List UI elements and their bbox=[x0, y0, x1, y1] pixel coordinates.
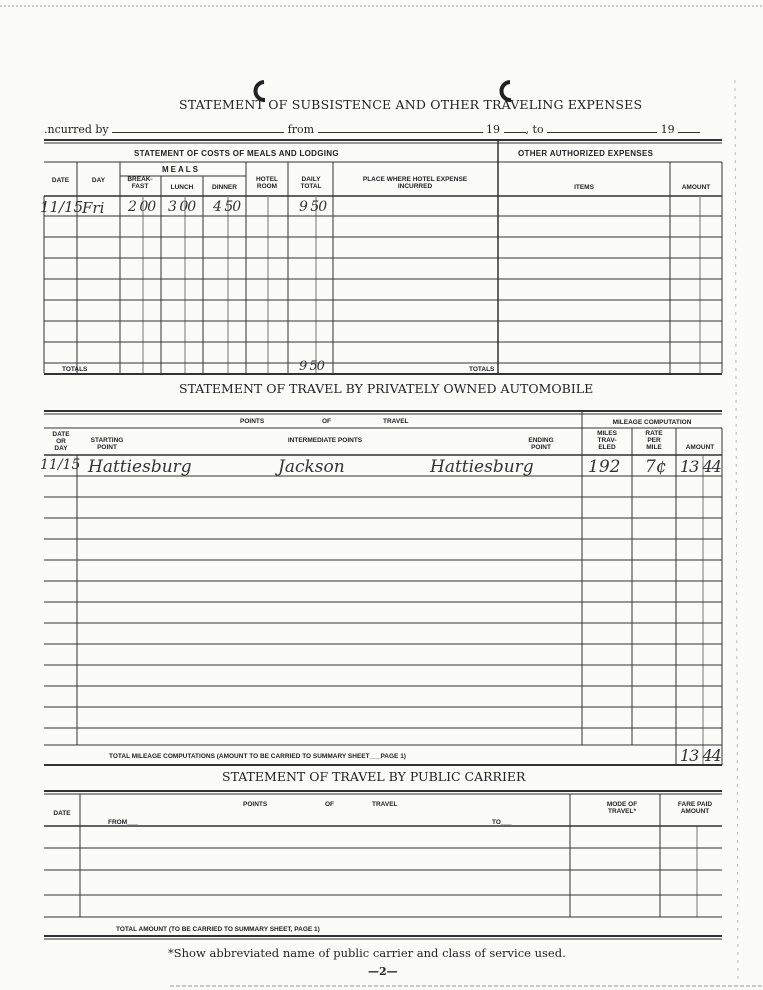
other-totals-label: TOTALS bbox=[469, 366, 495, 373]
of-label: OF bbox=[322, 418, 332, 425]
mileage-total-label: TOTAL MILEAGE COMPUTATIONS (AMOUNT TO BE CARRIED TO SUMMARY SHEET___PAGE 1) bbox=[109, 753, 406, 760]
col-day: DAY bbox=[91, 177, 106, 184]
page-title: STATEMENT OF SUBSISTENCE AND OTHER TRAVELING EXPENSES bbox=[179, 97, 643, 112]
from-field[interactable] bbox=[318, 132, 483, 133]
travel-start[interactable]: Hattiesburg bbox=[88, 457, 192, 477]
col-items: ITEMS bbox=[574, 184, 594, 191]
travel-rate[interactable]: 7¢ bbox=[645, 457, 667, 477]
col-amount: AMOUNT bbox=[681, 184, 711, 191]
col-miles: MILES TRAV- ELED bbox=[597, 430, 617, 451]
col-lunch: LUNCH bbox=[170, 184, 194, 191]
entry-dinner[interactable]: 4 50 bbox=[213, 199, 241, 215]
col-daily-total: DAILY TOTAL bbox=[300, 176, 322, 190]
incurred-by-label: .ncurred by bbox=[44, 123, 109, 136]
col-mode-of-travel: MODE OF TRAVEL* bbox=[606, 801, 638, 815]
incurred-by-field[interactable] bbox=[112, 132, 284, 133]
section1-heading: STATEMENT OF COSTS OF MEALS AND LODGING bbox=[134, 149, 339, 158]
col-fare-paid: FARE PAID AMOUNT bbox=[677, 801, 713, 815]
col-mileage-amount: AMOUNT bbox=[685, 444, 715, 451]
year1-label: 19 bbox=[486, 123, 501, 136]
carrier-total-label: TOTAL AMOUNT (TO BE CARRIED TO SUMMARY SHEET, PAGE 1) bbox=[116, 926, 320, 933]
col-rate: RATE PER MILE bbox=[645, 430, 663, 451]
mileage-heading: MILEAGE COMPUTATION bbox=[612, 419, 692, 426]
section3-heading: STATEMENT OF TRAVEL BY PUBLIC CARRIER bbox=[222, 769, 526, 784]
col-carrier-date: DATE bbox=[53, 810, 71, 817]
other-expenses-heading: OTHER AUTHORIZED EXPENSES bbox=[518, 149, 654, 158]
to-label: to bbox=[532, 123, 544, 136]
year2-field[interactable] bbox=[678, 132, 700, 133]
entry-date[interactable]: 11/15 bbox=[40, 198, 84, 216]
col-ending-point: ENDING POINT bbox=[528, 437, 554, 451]
carrier-to-label: TO___ bbox=[492, 819, 512, 826]
totals-label: TOTALS bbox=[62, 366, 88, 373]
travel-end[interactable]: Hattiesburg bbox=[430, 457, 534, 477]
col-date-or-day: DATE OR DAY bbox=[52, 431, 70, 452]
col-hotel-room: HOTEL ROOM bbox=[255, 176, 279, 190]
year1-field[interactable] bbox=[504, 132, 526, 133]
points-label: POINTS bbox=[240, 418, 265, 425]
entry-day[interactable]: Fri bbox=[82, 199, 105, 217]
from-label: from bbox=[287, 123, 315, 136]
entry-breakfast[interactable]: 2 00 bbox=[128, 199, 156, 215]
meals-heading: MEALS bbox=[162, 165, 200, 174]
to-field[interactable] bbox=[547, 132, 657, 133]
carrier-of-label: OF bbox=[325, 801, 335, 808]
header-line: .ncurred by from 19 , to 19 bbox=[44, 123, 700, 136]
col-date: DATE bbox=[51, 177, 70, 184]
travel-intermediate[interactable]: Jackson bbox=[278, 457, 345, 477]
travel-date[interactable]: 11/15 bbox=[40, 457, 81, 473]
entry-lunch[interactable]: 3 00 bbox=[168, 199, 196, 215]
carrier-travel-label: TRAVEL bbox=[372, 801, 398, 808]
page-number: —2— bbox=[368, 965, 398, 978]
travel-label: TRAVEL bbox=[383, 418, 409, 425]
col-place: PLACE WHERE HOTEL EXPENSE INCURRED bbox=[362, 176, 468, 190]
col-dinner: DINNER bbox=[212, 184, 237, 191]
travel-amount[interactable]: 13 44 bbox=[680, 457, 721, 476]
footnote: *Show abbreviated name of public carrier and class of service used. bbox=[168, 946, 566, 960]
mileage-total-value[interactable]: 13 44 bbox=[680, 746, 721, 765]
carrier-from-label: FROM___ bbox=[108, 819, 138, 826]
travel-miles[interactable]: 192 bbox=[588, 457, 621, 477]
carrier-points-label: POINTS bbox=[243, 801, 268, 808]
year2-label: 19 bbox=[660, 123, 675, 136]
col-intermediate: INTERMEDIATE POINTS bbox=[287, 437, 363, 444]
col-breakfast: BREAK- FAST bbox=[127, 176, 153, 190]
section2-heading: STATEMENT OF TRAVEL BY PRIVATELY OWNED AUTOMOBILE bbox=[179, 381, 594, 396]
totals-value[interactable]: 9 50 bbox=[299, 359, 324, 374]
entry-daily-total[interactable]: 9 50 bbox=[299, 199, 327, 215]
col-starting-point: STARTING POINT bbox=[90, 437, 124, 451]
